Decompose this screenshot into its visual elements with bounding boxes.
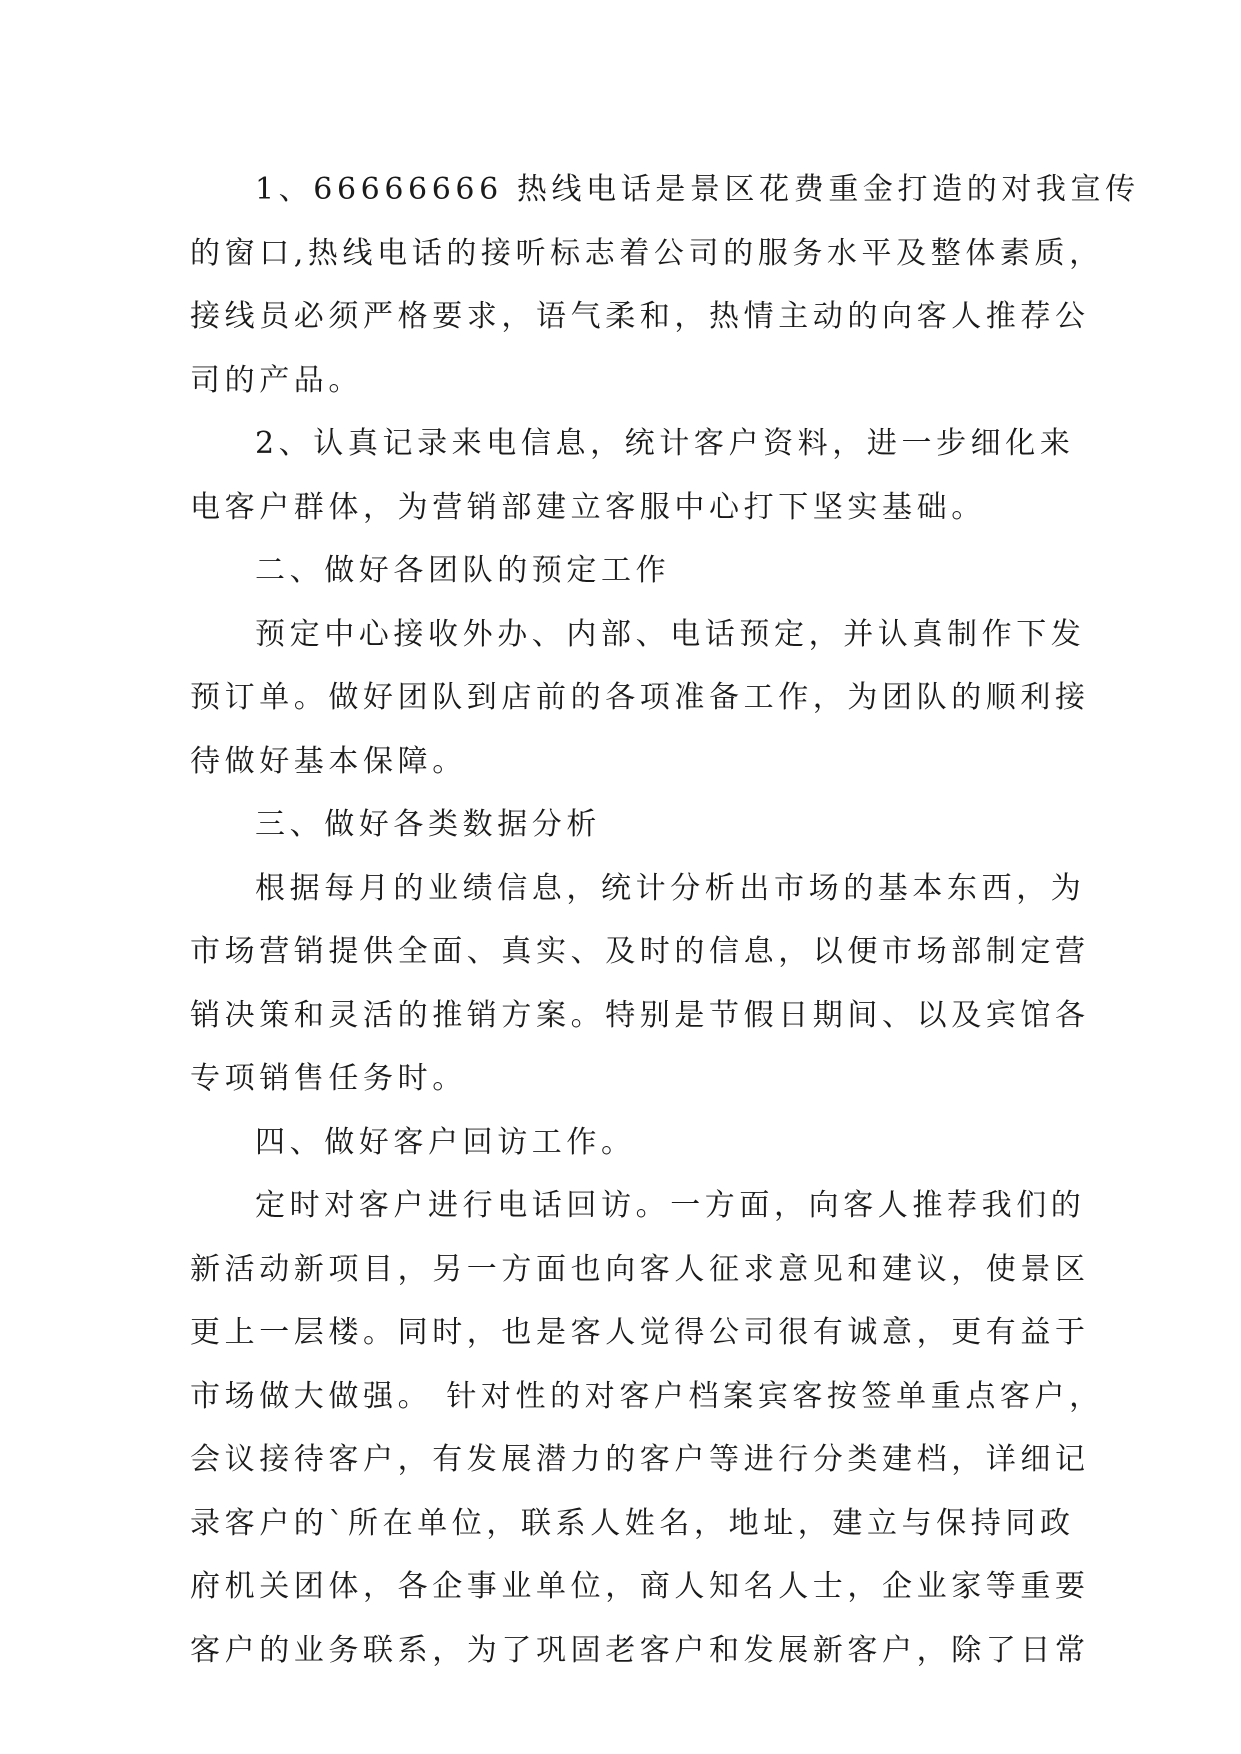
section-heading-customer-visits <box>190 1111 1090 1175</box>
text-line: 录客户的`所在单位，联系人姓名，地址，建立与保持同政 <box>190 1505 1075 1541</box>
paragraph-call-records <box>190 412 1090 539</box>
text-line: 接线员必须严格要求，语气柔和，热情主动的向客人推荐公 <box>190 299 1090 334</box>
text-line: 定时对客户进行电话回访。一方面，向客人推荐我们的 <box>255 1188 1086 1223</box>
text-line: 电客户群体，为营销部建立客服中心打下坚实基础。 <box>190 489 986 525</box>
text-line: 会议接待客户，有发展潜力的客户等进行分类建档，详细记 <box>190 1442 1090 1477</box>
paragraph-customer-visits <box>190 1174 1104 1682</box>
text-line: 的窗口,热线电话的接听标志着公司的服务水平及整体素质， <box>190 235 1104 271</box>
text-line: 预订单。做好团队到店前的各项准备工作，为团队的顺利接 <box>190 680 1090 715</box>
heading-line: 二、做好各团队的预定工作 <box>255 553 671 588</box>
heading-line: 三、做好各类数据分析 <box>255 807 601 842</box>
text-line: 市场做大做强。 针对性的对客户档案宾客按签单重点客户， <box>190 1378 1104 1414</box>
paragraph-booking <box>190 603 1090 794</box>
text-line: 根据每月的业绩信息，统计分析出市场的基本东西，为 <box>255 870 1086 906</box>
paragraph-hotline <box>190 158 1140 412</box>
text-line: 司的产品。 <box>190 362 363 398</box>
text-line: 2、认真记录来电信息，统计客户资料，进一步细化来 <box>255 426 1075 461</box>
text-line: 预定中心接收外办、内部、电话预定，并认真制作下发 <box>255 616 1086 652</box>
heading-line: 四、做好客户回访工作。 <box>255 1124 636 1160</box>
text-line: 市场营销提供全面、真实、及时的信息，以便市场部制定营 <box>190 934 1090 969</box>
document-body <box>190 158 1140 1682</box>
text-line: 客户的业务联系，为了巩固老客户和发展新客户，除了日常 <box>190 1632 1090 1668</box>
paragraph-data-analysis <box>190 857 1090 1111</box>
text-line: 待做好基本保障。 <box>190 743 467 779</box>
text-line: 1、66666666 热线电话是景区花费重金打造的对我宣传 <box>255 172 1140 207</box>
text-line: 销决策和灵活的推销方案。特别是节假日期间、以及宾馆各 <box>190 997 1090 1033</box>
text-line: 新活动新项目，另一方面也向客人征求意见和建议，使景区 <box>190 1251 1090 1287</box>
text-line: 专项销售任务时。 <box>190 1061 467 1096</box>
text-line: 府机关团体，各企事业单位，商人知名人士，企业家等重要 <box>190 1569 1090 1604</box>
section-heading-data-analysis <box>190 793 1090 857</box>
section-heading-booking <box>190 539 1090 603</box>
text-line: 更上一层楼。同时，也是客人觉得公司很有诚意，更有益于 <box>190 1315 1090 1350</box>
